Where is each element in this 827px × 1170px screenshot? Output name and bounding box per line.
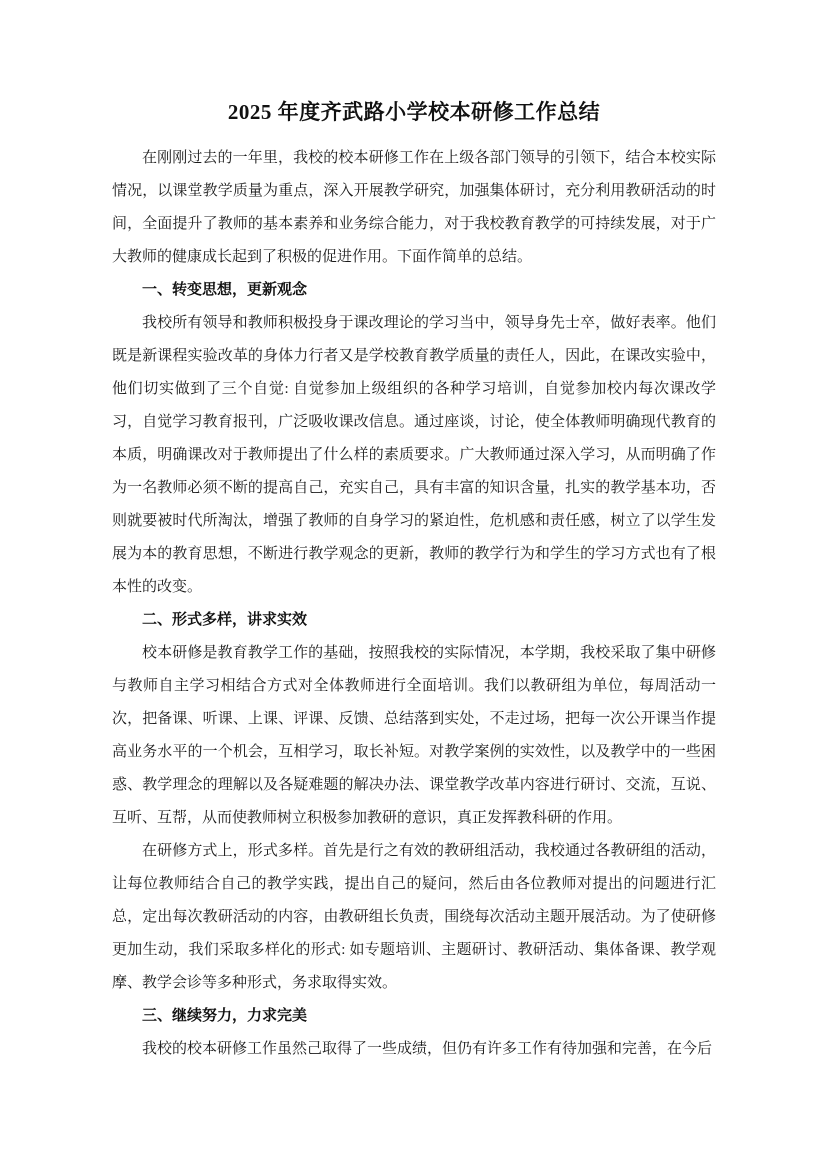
body-paragraph: 在研修方式上，形式多样。首先是行之有效的教研组活动，我校通过各教研组的活动，让每位教师结合自己的教学实践，提出自己的疑问，然后由各位教师对提出的问题进行汇总，定出每次教研活动的内容，由教研组长负责，围绕每次活动主题开展活动。为了使研修更加生动，我们采取多样化的形式: 如专题培训、主题研讨、教研活动、集体备课、教学观摩、教学会诊等多种形式，务求取得实效。 xyxy=(112,843,716,991)
document-body xyxy=(112,142,716,1066)
section-heading-2: 二、形式多样，讲求实效 xyxy=(142,612,308,628)
body-paragraph: 在刚刚过去的一年里，我校的校本研修工作在上级各部门领导的引领下，结合本校实际情况，以课堂教学质量为重点，深入开展教学研究，加强集体研讨，充分利用教研活动的时间，全面提升了教师的基本素养和业务综合能力，对于我校教育教学的可持续发展，对于广大教师的健康成长起到了积极的促进作用。下面作简单的总结。 xyxy=(112,150,716,265)
body-paragraph: 校本研修是教育教学工作的基础，按照我校的实际情况，本学期，我校采取了集中研修与教师自主学习相结合方式对全体教师进行全面培训。我们以教研组为单位，每周活动一次，把备课、听课、上课、评课、反馈、总结落到实处，不走过场，把每一次公开课当作提高业务水平的一个机会，互相学习，取长补短。对教学案例的实效性，以及教学中的一些困惑、教学理念的理解以及各疑难题的解决办法、课堂教学改革内容进行研讨、交流，互说、互听、互帮，从而使教师树立积极参加教研的意识，真正发挥教科研的作用。 xyxy=(112,645,716,826)
section-heading-1: 一、转变思想，更新观念 xyxy=(142,282,308,298)
document-title: 2025 年度齐武路小学校本研修工作总结 xyxy=(227,100,601,124)
body-paragraph: 我校的校本研修工作虽然己取得了一些成绩，但仍有许多工作有待加强和完善，在今后 xyxy=(142,1041,713,1057)
section-heading-3: 三、继续努力，力求完美 xyxy=(142,1008,308,1024)
body-paragraph: 我校所有领导和教师积极投身于课改理论的学习当中，领导身先士卒，做好表率。他们既是新课程实验改革的身体力行者又是学校教育教学质量的责任人，因此，在课改实验中，他们切实做到了三个自觉: 自觉参加上级组织的各种学习培训，自觉参加校内每次课改学习，自觉学习教育报刊，广泛吸收课改信息。通过座谈，讨论，使全体教师明确现代教育的本质，明确课改对于教师提出了什么样的素质要求。广大教师通过深入学习，从而明确了作为一名教师必须不断的提高自己，充实自己，具有丰富的知识含量，扎实的教学基本功，否则就要被时代所淘汰，增强了教师的自身学习的紧迫性，危机感和责任感，树立了以学生发展为本的教育思想，不断进行教学观念的更新，教师的教学行为和学生的学习方式也有了根本性的改变。 xyxy=(112,315,716,595)
